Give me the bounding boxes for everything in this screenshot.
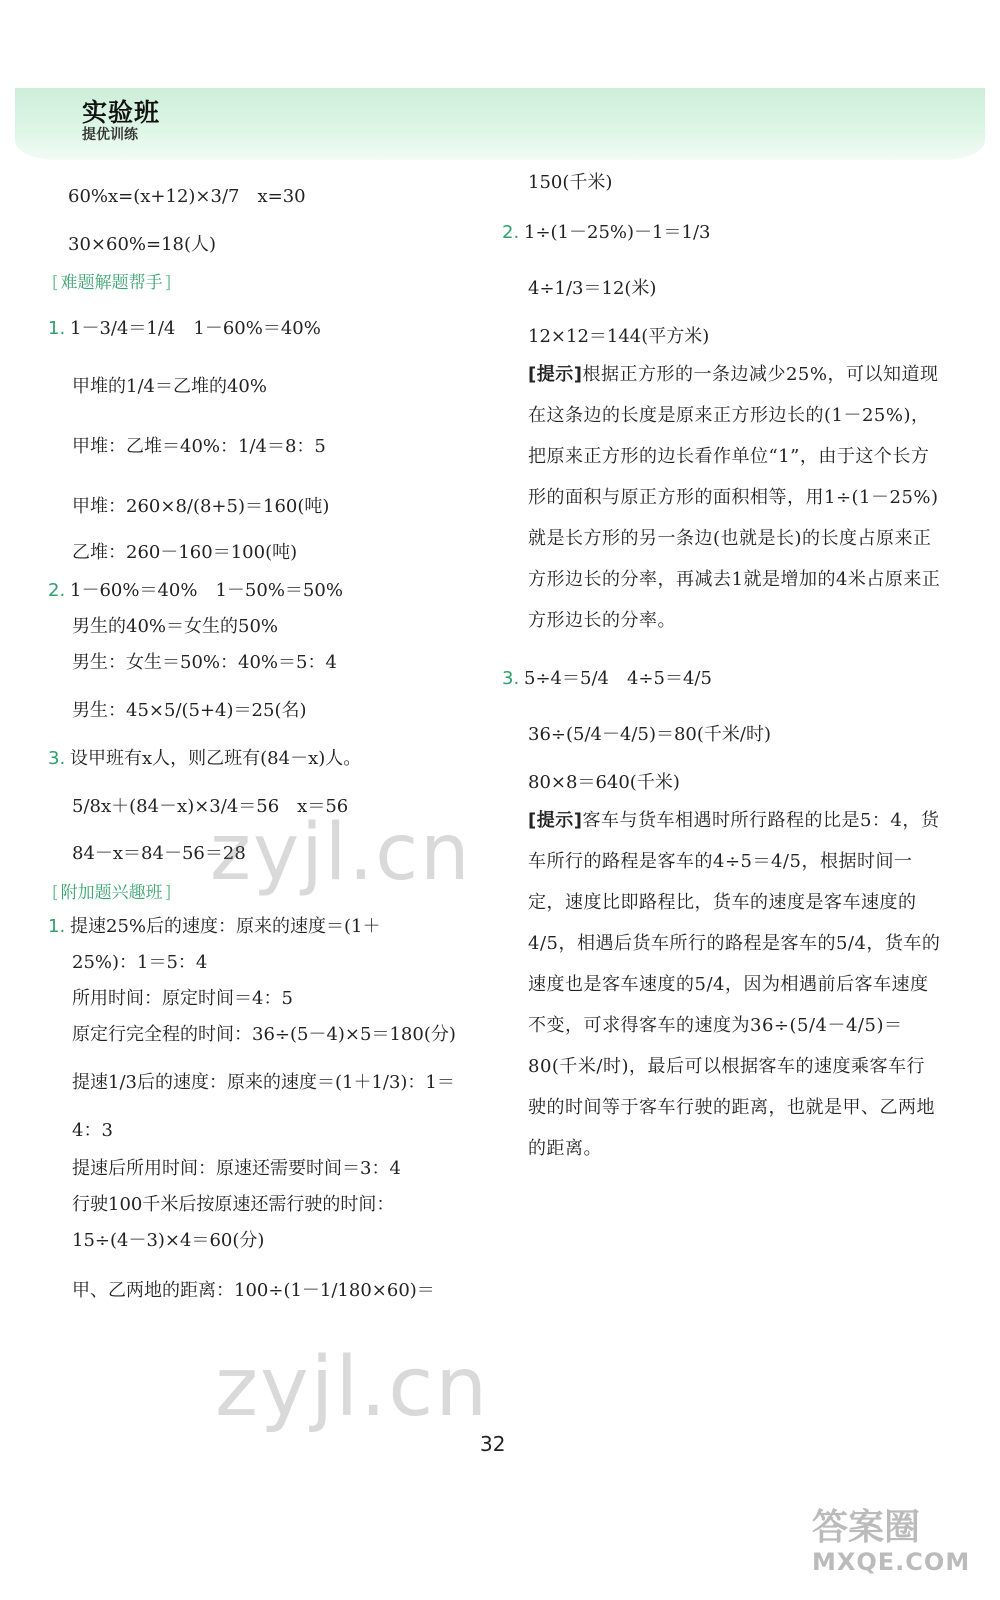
solution-line: 5/8x＋(84－x)×3/4＝56 x＝56 [72, 796, 349, 817]
problem-line [48, 916, 380, 939]
section-heading: [ 附加题兴趣班 ] [48, 878, 175, 903]
problem-number: 1. [48, 318, 66, 339]
header-banner [15, 88, 985, 160]
problem-text: 设甲班有x人，则乙班有(84－x)人。 [70, 748, 362, 769]
solution-line: 60%x=(x+12)×3/7 x=30 [68, 186, 306, 207]
solution-line: 15÷(4－3)×4＝60(分) [72, 1230, 265, 1251]
brand-title: 实验班 [82, 98, 161, 127]
solution-line: 甲堆：乙堆＝40%：1/4＝8：5 [72, 436, 326, 457]
brand [82, 100, 160, 142]
hint-text: 根据正方形的一条边减少25%，可以知道现在这条边的长度是原来正方形边长的(1－25%)，把原来正方形的边长看作单位“1”，由于这个长方形的面积与原正方形的面积相等，用1÷(1－25%)就是长方形的另一条边(也就是长)的长度占原来正方形边长的分率，再减去1就是增加的4米占原来正方形边长的分率。 [528, 364, 941, 631]
problem-number: 2. [502, 222, 520, 243]
solution-line: 男生的40%＝女生的50% [72, 616, 279, 637]
solution-line: 行驶100千米后按原速还需行驶的时间： [72, 1194, 395, 1215]
hint-paragraph [528, 354, 942, 641]
logo-sub: MXQE.COM [812, 1548, 971, 1576]
hint-text: 客车与货车相遇时所行路程的比是5：4，货车所行的路程是客车的4÷5＝4/5，根据时间一定，速度比即路程比，货车的速度是客车速度的4/5，相遇后货车所行的路程是客车的5/4，货车的速度也是客车速度的5/4，因为相遇前后客车速度不变，可求得客车的速度为36÷(5/4－4/5)＝80(千米/时)，最后可以根据客车的速度乘客车行驶的时间等于客车行驶的距离，也就是甲、乙两地的距离。 [528, 810, 941, 1159]
solution-line: 80×8＝640(千米) [528, 772, 680, 793]
problem-text: 5÷4＝5/4 4÷5＝4/5 [524, 668, 712, 689]
watermark: zyjl.cn [210, 808, 472, 898]
problem-line [48, 580, 343, 603]
hint-tag: [提示] [528, 364, 583, 385]
problem-line [502, 222, 710, 245]
solution-line: 提速后所用时间：原速还需要时间＝3：4 [72, 1158, 401, 1179]
section-heading: [ 难题解题帮手 ] [48, 268, 175, 293]
problem-text: 1－60%＝40% 1－50%＝50% [70, 580, 343, 601]
solution-line: 4：3 [72, 1120, 113, 1141]
problem-number: 3. [48, 748, 66, 769]
solution-line: 84－x＝84－56＝28 [72, 843, 246, 864]
watermark: zyjl.cn [215, 1340, 490, 1435]
page-number: 32 [480, 1432, 506, 1456]
solution-line: 甲堆的1/4＝乙堆的40% [72, 376, 267, 397]
problem-text: 1－3/4＝1/4 1－60%＝40% [70, 318, 321, 339]
solution-line: 所用时间：原定时间＝4：5 [72, 988, 293, 1009]
solution-line: 12×12＝144(平方米) [528, 326, 710, 347]
problem-line [502, 668, 712, 691]
solution-line: 4÷1/3＝12(米) [528, 278, 657, 299]
solution-line: 乙堆：260－160＝100(吨) [72, 542, 298, 563]
solution-line: 36÷(5/4－4/5)＝80(千米/时) [528, 724, 771, 745]
problem-line [48, 748, 361, 771]
problem-number: 1. [48, 916, 66, 937]
solution-line: 原定行完全程的时间：36÷(5－4)×5＝180(分) [72, 1024, 456, 1045]
solution-line: 男生：女生＝50%：40%＝5：4 [72, 652, 337, 673]
solution-line: 25%)：1＝5：4 [72, 952, 208, 973]
problem-text: 1÷(1－25%)－1＝1/3 [524, 222, 711, 243]
solution-line: 甲、乙两地的距离：100÷(1－1/180×60)＝ [72, 1280, 435, 1301]
solution-line: 提速1/3后的速度：原来的速度＝(1＋1/3)：1＝ [72, 1072, 455, 1093]
brand-subtitle: 提优训练 [82, 127, 138, 143]
solution-line: 男生：45×5/(5+4)＝25(名) [72, 700, 307, 721]
solution-line: 30×60%=18(人) [68, 234, 217, 255]
solution-line: 150(千米) [528, 172, 613, 193]
hint-paragraph [528, 800, 942, 1169]
logo-main: 答案圈 [812, 1507, 921, 1548]
problem-number: 3. [502, 668, 520, 689]
site-logo [812, 1507, 971, 1576]
solution-line: 甲堆：260×8/(8+5)＝160(吨) [72, 496, 330, 517]
hint-tag: [提示] [528, 810, 583, 831]
problem-number: 2. [48, 580, 66, 601]
problem-text: 提速25%后的速度：原来的速度＝(1＋ [70, 916, 381, 937]
problem-line [48, 318, 321, 341]
